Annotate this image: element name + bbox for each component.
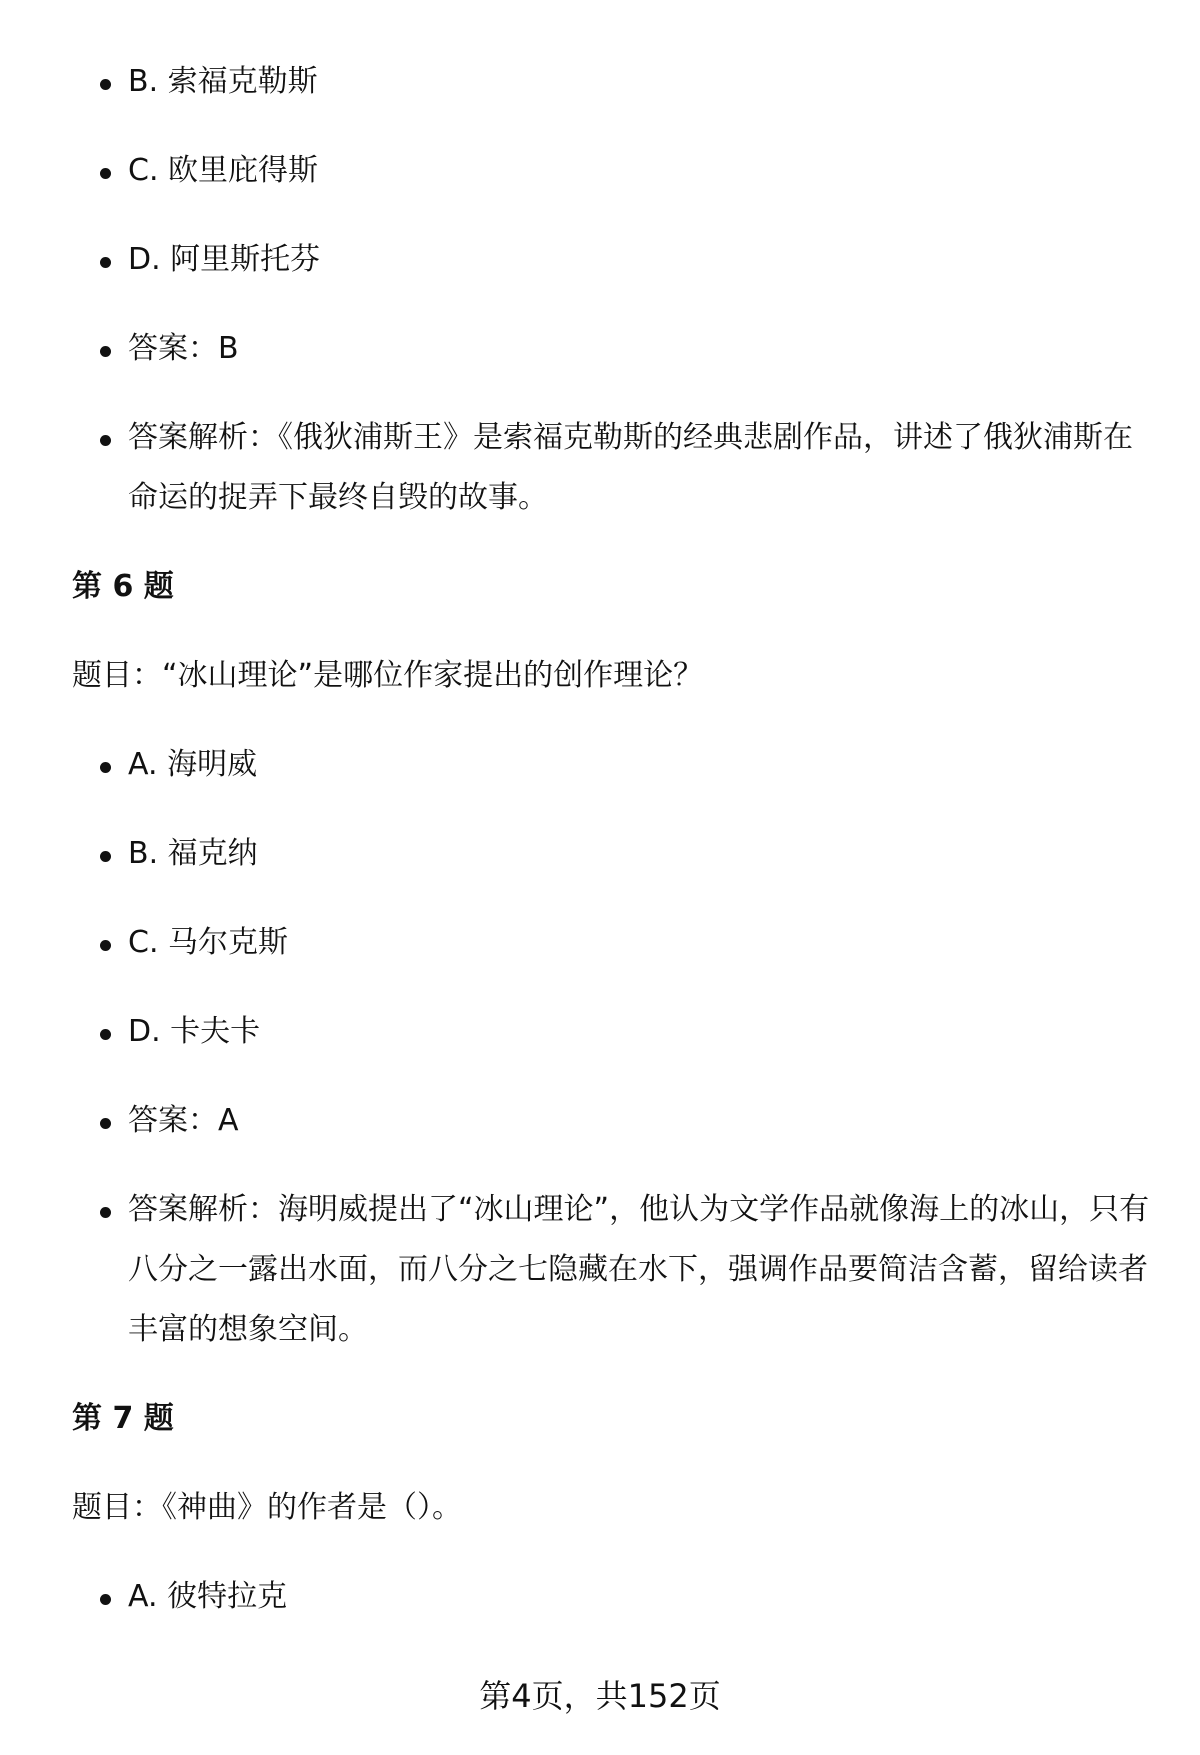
q5-options-list — [72, 52, 1152, 528]
q5-option-b: B. 索福克勒斯 — [72, 52, 1152, 112]
page-footer: 第4页，共152页 — [479, 1677, 721, 1715]
q7-stem: 题目：《神曲》的作者是（）。 — [72, 1490, 462, 1525]
q7-title: 第 7 题 — [72, 1401, 174, 1436]
q6-answer: 答案：A — [72, 1091, 1152, 1151]
q6-option-b: B. 福克纳 — [72, 824, 1152, 884]
q7-option-a: A. 彼特拉克 — [72, 1567, 1152, 1627]
q6-options-list — [72, 735, 1152, 1360]
q6-stem: 题目：“冰山理论”是哪位作家提出的创作理论？ — [72, 658, 704, 693]
q6-option-c: C. 马尔克斯 — [72, 913, 1152, 973]
q5-option-c: C. 欧里庇得斯 — [72, 141, 1152, 201]
q7-options-list — [72, 1567, 1152, 1627]
q5-analysis: 答案解析：《俄狄浦斯王》是索福克勒斯的经典悲剧作品，讲述了俄狄浦斯在命运的捉弄下最终自毁的故事。 — [72, 408, 1152, 528]
document-page — [72, 52, 1152, 1656]
q6-title: 第 6 题 — [72, 569, 174, 604]
q5-option-d: D. 阿里斯托芬 — [72, 230, 1152, 290]
q6-option-d: D. 卡夫卡 — [72, 1002, 1152, 1062]
q5-answer: 答案：B — [72, 319, 1152, 379]
q6-option-a: A. 海明威 — [72, 735, 1152, 795]
q6-analysis: 答案解析：海明威提出了“冰山理论”，他认为文学作品就像海上的冰山，只有八分之一露出水面，而八分之七隐藏在水下，强调作品要简洁含蓄，留给读者丰富的想象空间。 — [72, 1180, 1152, 1360]
